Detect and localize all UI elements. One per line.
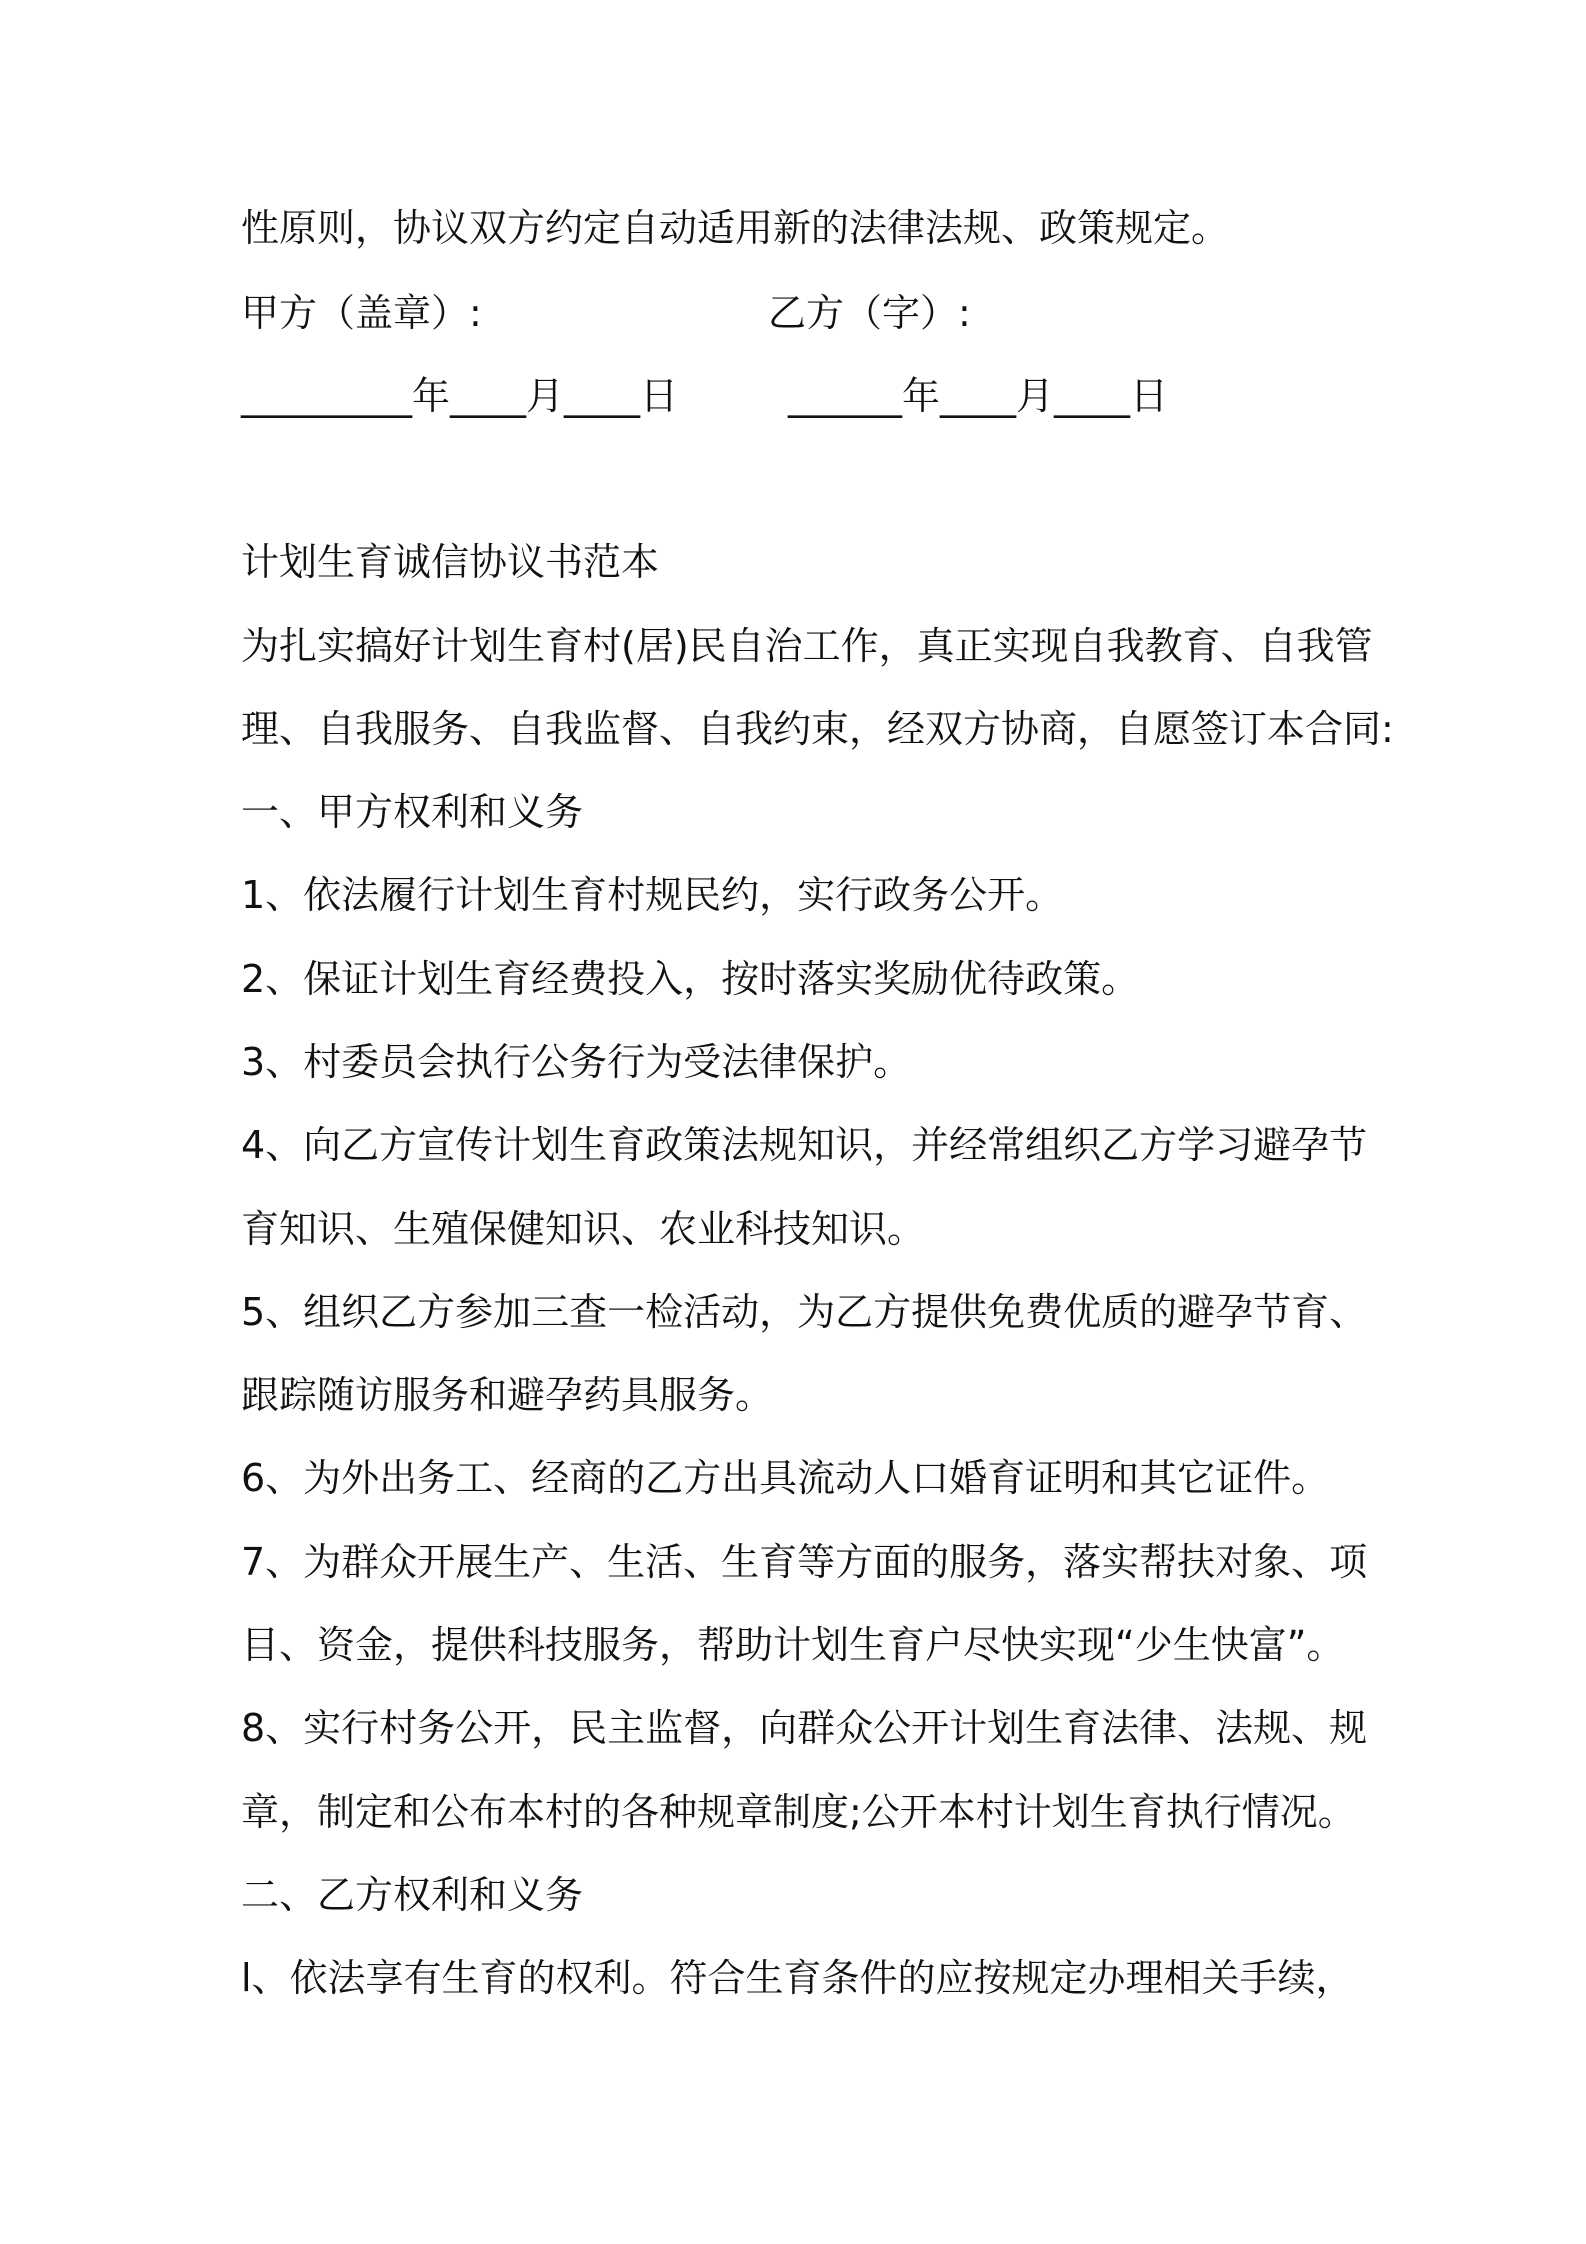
list-item-continuation: 育知识、生殖保健知识、农业科技知识。 xyxy=(241,1207,926,1251)
list-item: 3、村委员会执行公务行为受法律保护。 xyxy=(241,1040,912,1084)
list-item: 5、组织乙方参加三查一检活动，为乙方提供免费优质的避孕节育、 xyxy=(241,1290,1368,1334)
list-item-continuation: 跟踪随访服务和避孕药具服务。 xyxy=(241,1373,774,1417)
list-item: 2、保证计划生育经费投入，按时落实奖励优待政策。 xyxy=(241,957,1140,1001)
list-item: 6、为外出务工、经商的乙方出具流动人口婚育证明和其它证件。 xyxy=(241,1456,1330,1500)
body-line: 理、自我服务、自我监督、自我约束，经双方协商，自愿签订本合同: xyxy=(241,707,1394,751)
list-item: 1、依法履行计划生育村规民约，实行政务公开。 xyxy=(241,873,1064,917)
list-item: 7、为群众开展生产、生活、生育等方面的服务，落实帮扶对象、项 xyxy=(241,1540,1368,1584)
party-a-date-line: _________年____月____日 xyxy=(241,374,679,418)
list-item-continuation: 目、资金，提供科技服务，帮助计划生育户尽快实现“少生快富”。 xyxy=(241,1623,1345,1667)
party-a-signature-label: 甲方（盖章）: xyxy=(241,291,482,335)
list-item: 4、向乙方宣传计划生育政策法规知识，并经常组织乙方学习避孕节 xyxy=(241,1123,1368,1167)
party-b-signature-label: 乙方（字）: xyxy=(768,291,971,335)
list-item: 8、实行村务公开，民主监督，向群众公开计划生育法律、法规、规 xyxy=(241,1706,1368,1750)
document-title: 计划生育诚信协议书范本 xyxy=(241,540,660,584)
list-item-continuation: 章，制定和公布本村的各种规章制度;公开本村计划生育执行情况。 xyxy=(241,1790,1356,1834)
section-heading: 二、乙方权利和义务 xyxy=(241,1873,584,1917)
body-line: 为扎实搞好计划生育村(居)民自治工作，真正实现自我教育、自我管 xyxy=(241,624,1373,668)
party-b-date-line: ______年____月____日 xyxy=(788,374,1169,418)
section-heading: 一、甲方权利和义务 xyxy=(241,790,584,834)
list-item: l、依法享有生育的权利。符合生育条件的应按规定办理相关手续， xyxy=(241,1956,1354,2000)
continuation-line: 性原则，协议双方约定自动适用新的法律法规、政策规定。 xyxy=(241,206,1230,250)
